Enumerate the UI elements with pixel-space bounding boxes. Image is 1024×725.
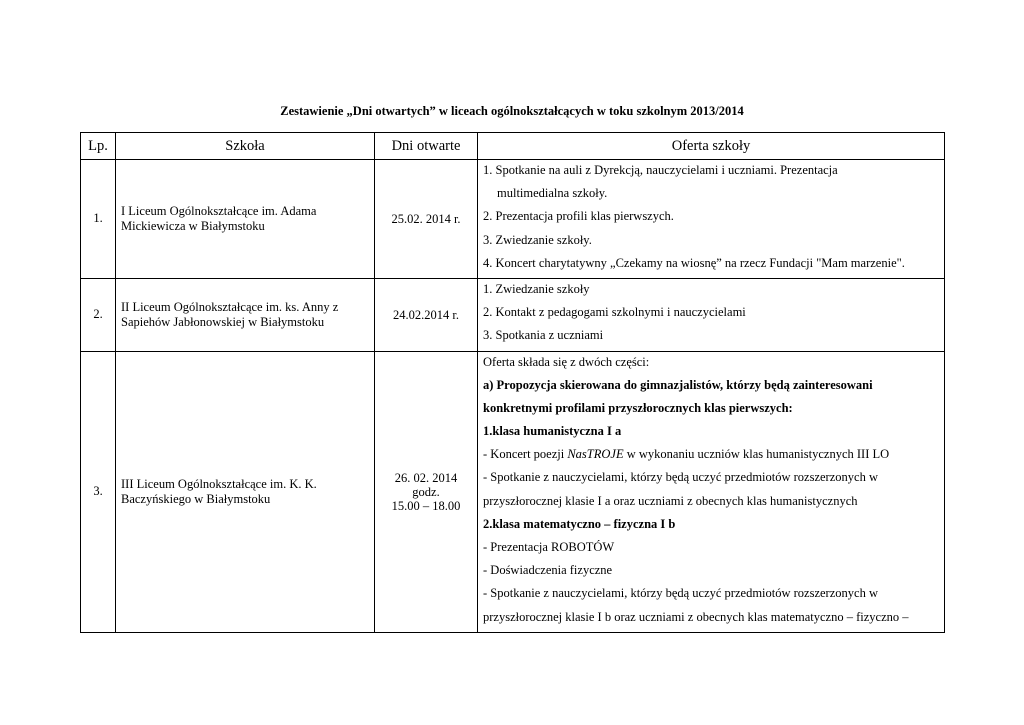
offer-text: - Koncert poezji [483, 447, 568, 462]
document-title: Zestawienie „Dni otwartych” w liceach ogólnokształcących w toku szkolnym 2013/2014 [280, 104, 744, 118]
table-row [81, 278, 945, 351]
offer-text-italic: NasTROJE [567, 447, 624, 462]
header-offer: Oferta szkoły [478, 133, 945, 160]
offer-line: - Doświadczenia fizyczne [483, 563, 613, 578]
row-school: I Liceum Ogólnokształcące im. Adama Mickiewicza w Białymstoku [116, 160, 375, 279]
row-days [375, 351, 478, 632]
header-lp: Lp. [81, 133, 116, 160]
offer-line: - Prezentacja ROBOTÓW [483, 540, 615, 554]
table-header-row [81, 133, 945, 160]
offer-line: 4. Koncert charytatywny „Czekamy na wiosnę” na rzecz Fundacji "Mam marzenie". [483, 255, 905, 270]
row-days [375, 160, 478, 279]
offer-line: multimedialna szkoły. [497, 186, 608, 201]
offer-line: 3. Spotkania z uczniami [483, 328, 604, 343]
offer-text: w wykonaniu uczniów klas humanistycznych III LO [623, 447, 890, 462]
offer-line: 3. Zwiedzanie szkoły. [483, 232, 592, 247]
row-lp: 3. [81, 351, 116, 632]
offer-line: 1. Zwiedzanie szkoły [483, 281, 590, 296]
header-days: Dni otwarte [375, 133, 478, 160]
offer-line: przyszłorocznej klasie I a oraz uczniami z obecnych klas humanistycznych [483, 493, 858, 508]
offer-line: konkretnymi profilami przyszłorocznych klas pierwszych: [483, 400, 793, 415]
offer-line: 1.klasa humanistyczna I a [483, 424, 622, 439]
row-lp: 2. [81, 278, 116, 351]
row-offer [478, 160, 945, 279]
offer-line: - Spotkanie z nauczycielami, którzy będą uczyć przedmiotów rozszerzonych w [483, 470, 878, 485]
offer-line: - Spotkanie z nauczycielami, którzy będą uczyć przedmiotów rozszerzonych w [483, 586, 878, 601]
offer-line: Oferta składa się z dwóch części: [483, 354, 650, 369]
row-days-line: 15.00 – 18.00 [391, 498, 461, 513]
row-days-line: 24.02.2014 r. [393, 307, 459, 322]
table-row [81, 351, 945, 632]
offer-line: 2. Kontakt z pedagogami szkolnymi i nauczycielami [483, 305, 746, 320]
row-days-line: 25.02. 2014 r. [391, 211, 461, 226]
row-days-line: 26. 02. 2014 [394, 470, 458, 485]
header-school: Szkoła [116, 133, 375, 160]
row-days-line: godz. [412, 484, 440, 499]
offer-line: 2. Prezentacja profili klas pierwszych. [483, 209, 674, 224]
row-school: II Liceum Ogólnokształcące im. ks. Anny z Sapiehów Jabłonowskiej w Białymstoku [116, 278, 375, 351]
offer-line: 1. Spotkanie na auli z Dyrekcją, nauczycielami i uczniami. Prezentacja [483, 163, 838, 177]
open-days-table [80, 132, 945, 633]
table-row [81, 160, 945, 279]
offer-line: przyszłorocznej klasie I b oraz uczniami z obecnych klas matematyczno – fizyczno – [483, 609, 909, 624]
row-offer [478, 278, 945, 351]
row-days [375, 278, 478, 351]
offer-line: 2.klasa matematyczno – fizyczna I b [483, 516, 676, 531]
row-offer [478, 351, 945, 632]
offer-line: a) Propozycja skierowana do gimnazjalistów, którzy będą zainteresowani [483, 377, 873, 392]
offer-line [483, 446, 940, 469]
row-lp: 1. [81, 160, 116, 279]
row-school: III Liceum Ogólnokształcące im. K. K. Baczyńskiego w Białymstoku [116, 351, 375, 632]
